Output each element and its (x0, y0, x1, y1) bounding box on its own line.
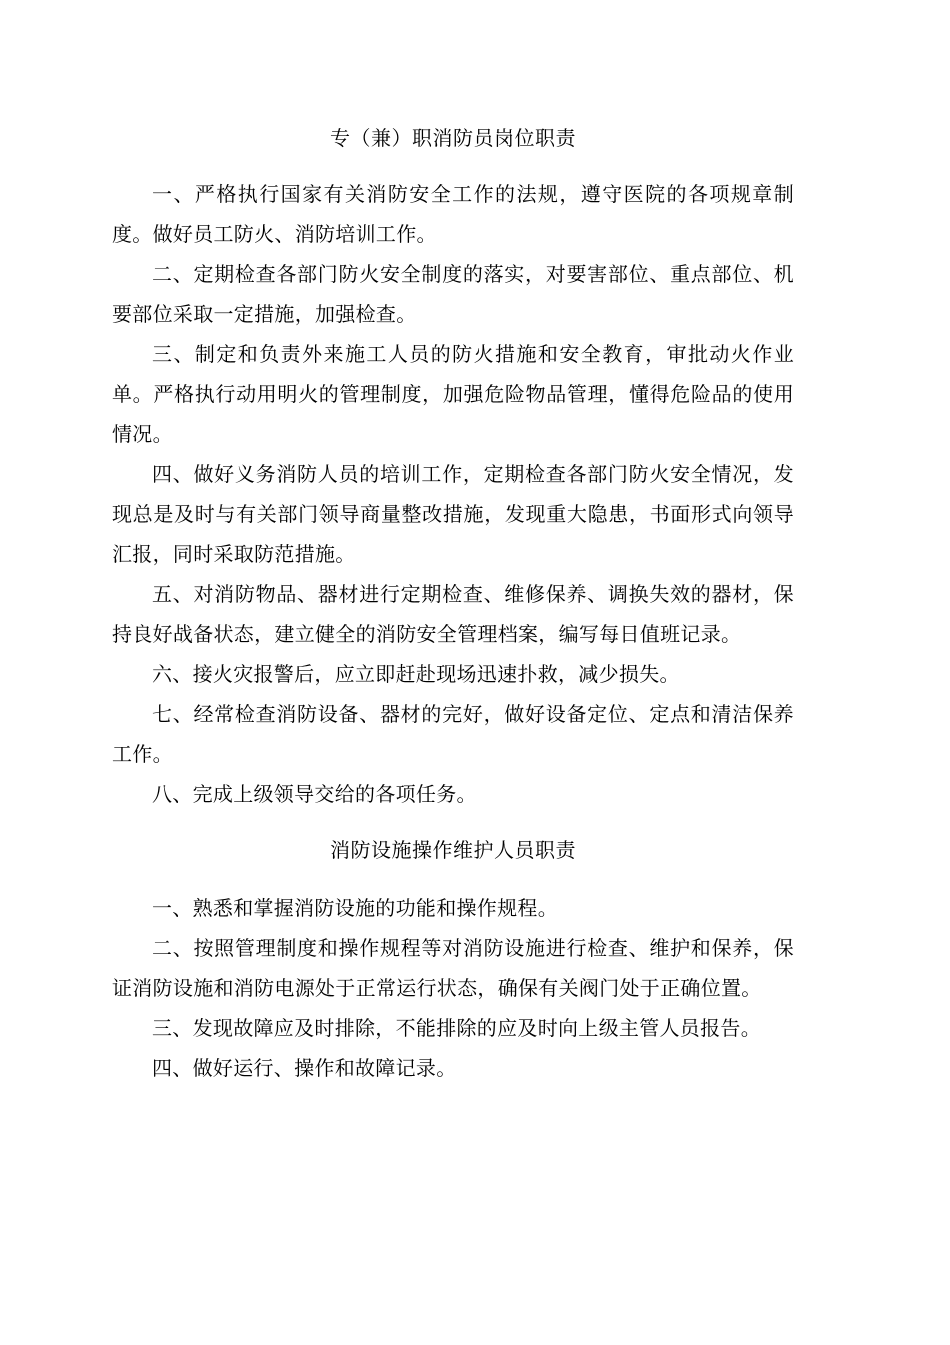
section2-title: 消防设施操作维护人员职责 (330, 838, 576, 862)
section1-title: 专（兼）职消防员岗位职责 (330, 126, 576, 150)
section2-item-1: 一、熟悉和掌握消防设施的功能和操作规程。 (152, 896, 558, 920)
section1-item-2: 二、定期检查各部门防火安全制度的落实，对要害部位、重点部位、机要部位采取一定措施，加强检查。 (112, 262, 794, 326)
section2-items (112, 888, 794, 1088)
section2-item-3: 三、发现故障应及时排除，不能排除的应及时向上级主管人员报告。 (152, 1016, 761, 1040)
section2-item-2: 二、按照管理制度和操作规程等对消防设施进行检查、维护和保养，保证消防设施和消防电源处于正常运行状态，确保有关阀门处于正确位置。 (112, 936, 794, 1000)
section1-item-3: 三、制定和负责外来施工人员的防火措施和安全教育，审批动火作业单。严格执行动用明火的管理制度，加强危险物品管理，懂得危险品的使用情况。 (112, 342, 794, 446)
section1-items (112, 174, 794, 814)
section2-item-4: 四、做好运行、操作和故障记录。 (152, 1056, 457, 1080)
section1-item-1: 一、严格执行国家有关消防安全工作的法规，遵守医院的各项规章制度。做好员工防火、消防培训工作。 (112, 182, 794, 246)
section1-item-7: 七、经常检查消防设备、器材的完好，做好设备定位、定点和清洁保养工作。 (112, 702, 794, 766)
section1-item-8: 八、完成上级领导交给的各项任务。 (152, 782, 477, 806)
section1-item-5: 五、对消防物品、器材进行定期检查、维修保养、调换失效的器材，保持良好战备状态，建立健全的消防安全管理档案，编写每日值班记录。 (112, 582, 794, 646)
section1-item-4: 四、做好义务消防人员的培训工作，定期检查各部门防火安全情况，发现总是及时与有关部门领导商量整改措施，发现重大隐患，书面形式向领导汇报，同时采取防范措施。 (112, 462, 794, 566)
section1-item-6: 六、接火灾报警后，应立即赶赴现场迅速扑救，减少损失。 (152, 662, 680, 686)
document-content (112, 118, 794, 1088)
